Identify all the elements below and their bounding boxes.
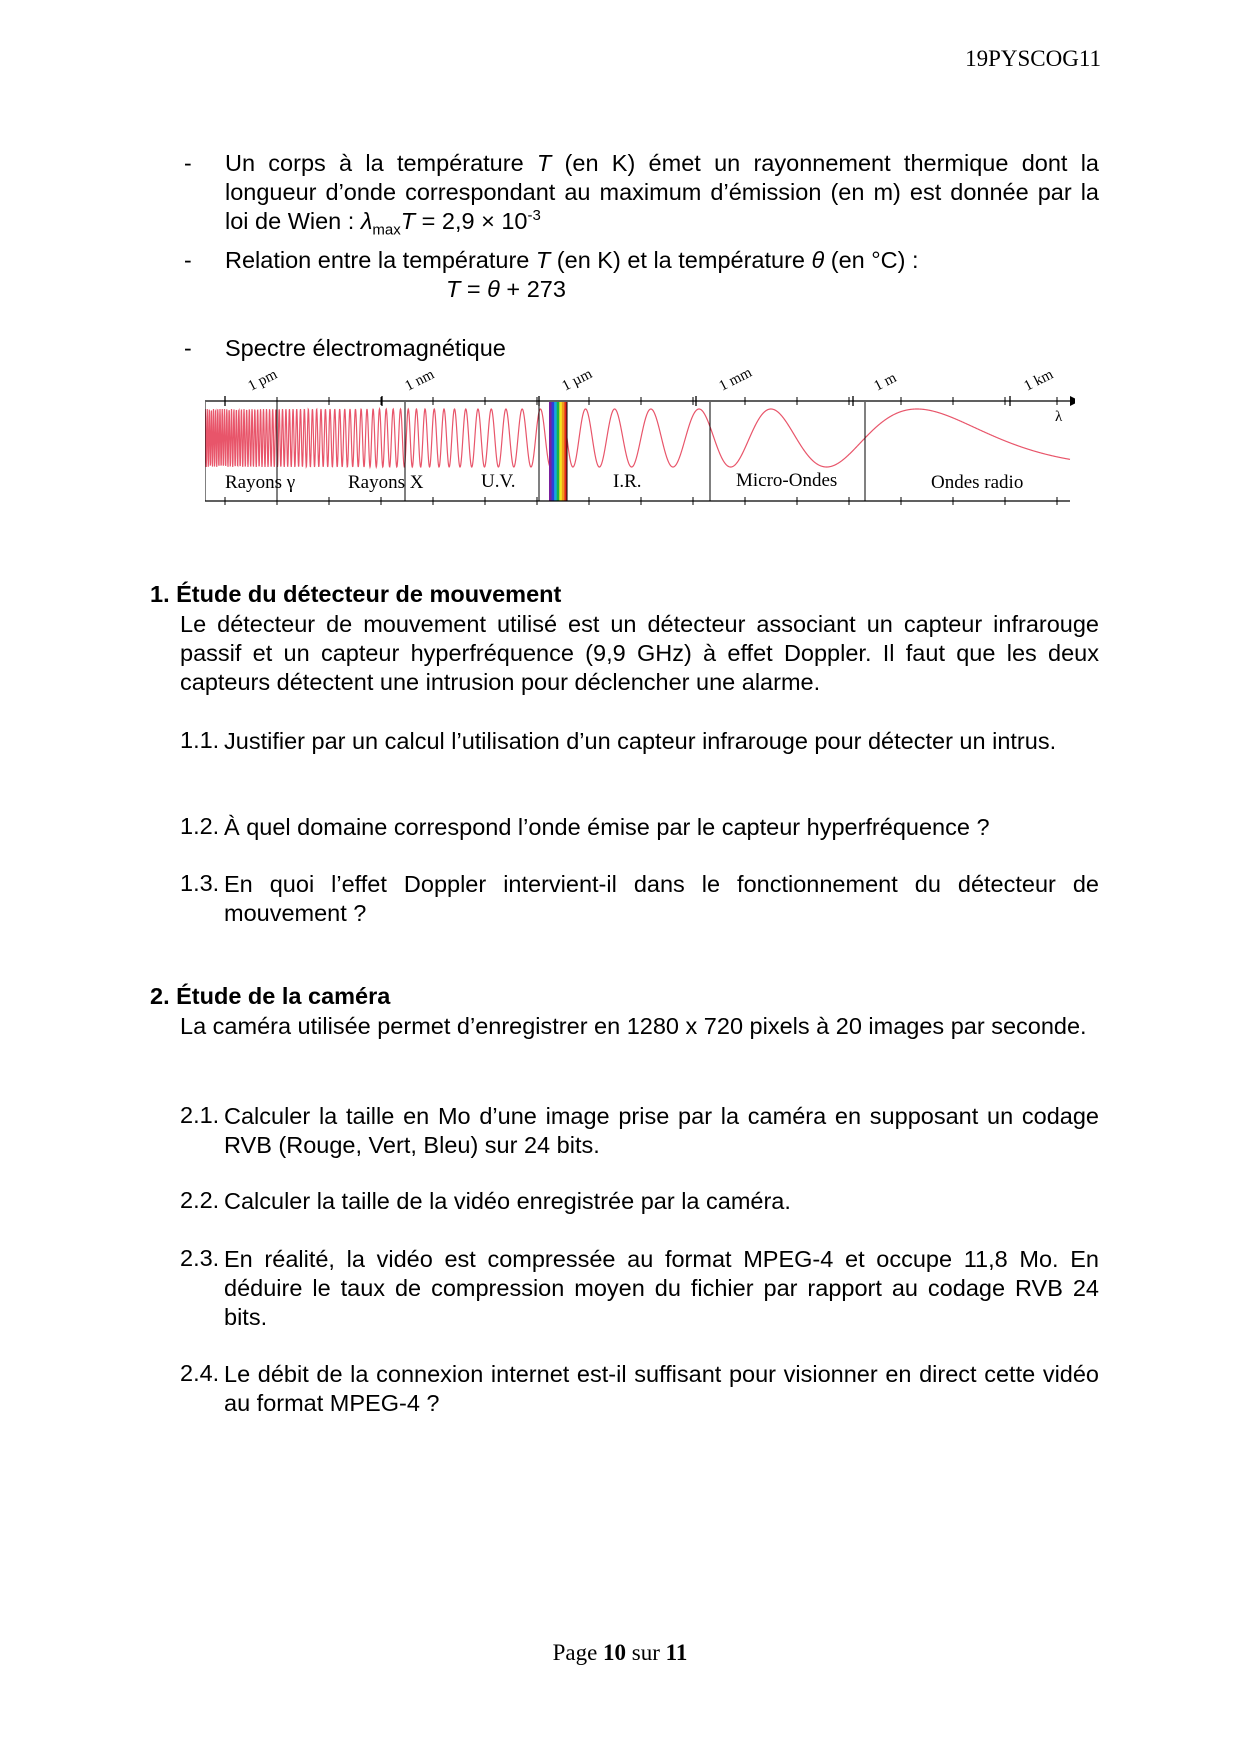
wien-lambda: λ xyxy=(360,208,373,234)
axis-arrow-icon xyxy=(1070,396,1075,406)
equation-equals: = xyxy=(460,276,488,302)
question-number: 1.2. xyxy=(180,813,220,839)
document-code: 19PYSCOG11 xyxy=(965,46,1101,71)
scale-label-mm: 1 mm xyxy=(716,364,755,395)
domain-ir-label: I.R. xyxy=(613,471,642,492)
rainbow-stripe-5 xyxy=(562,402,565,501)
question-number: 2.3. xyxy=(180,1245,220,1271)
scale-label-um: 1 µm xyxy=(559,365,595,395)
scale-label-km: 1 km xyxy=(1021,366,1056,395)
domain-radio-label: Ondes radio xyxy=(931,472,1024,493)
question-text: Justifier par un calcul l’utilisation d’un capteur infrarouge pour détecter un intrus. xyxy=(224,728,1057,754)
scale-label-pm: 1 pm xyxy=(245,366,280,395)
section-1-title: 1. Étude du détecteur de mouvement xyxy=(150,581,562,607)
wien-var-T: T xyxy=(536,150,552,176)
question-text: Calculer la taille en Mo d’une image prise par la caméra en supposant un codage RVB (Rouge, Vert, Bleu) sur 24 bits. xyxy=(224,1103,1099,1158)
relation-text-a: Relation entre la température xyxy=(225,247,536,273)
bullet-dash: - xyxy=(184,150,192,176)
domain-gamma-label: Rayons γ xyxy=(225,472,296,493)
electromagnetic-spectrum-diagram xyxy=(205,358,1075,518)
footer-total-pages: 11 xyxy=(665,1640,688,1665)
question-number: 1.1. xyxy=(180,727,220,753)
section-1-body: Le détecteur de mouvement utilisé est un détecteur associant un capteur infrarouge passif et un capteur hyperfréquence (9,9 GHz) à effet Doppler. Il faut que les deux capteurs détectent une intrusion pour déclencher une alarme. xyxy=(180,611,1099,695)
equation-theta: θ xyxy=(487,276,500,302)
section-2-body: La caméra utilisée permet d’enregistrer en 1280 x 720 pixels à 20 images par seconde. xyxy=(180,1013,1087,1039)
footer-sur-word: sur xyxy=(631,1640,660,1665)
question-number: 1.3. xyxy=(180,870,220,896)
rainbow-stripe-1 xyxy=(552,402,555,501)
wien-max-sub: max xyxy=(372,221,401,239)
lambda-axis-symbol: λ xyxy=(1055,409,1063,425)
question-text: En quoi l’effet Doppler intervient-il dans le fonctionnement du détecteur de mouvement ? xyxy=(224,871,1099,926)
wave-curve xyxy=(205,409,1070,467)
wien-constant: = 2,9 × 10 xyxy=(415,208,528,234)
rainbow-stripe-3 xyxy=(557,402,560,501)
relation-var-T: T xyxy=(535,247,551,273)
domain-microwave-label: Micro-Ondes xyxy=(736,470,838,491)
question-text: Calculer la taille de la vidéo enregistrée par la caméra. xyxy=(224,1188,791,1214)
rainbow-stripe-4 xyxy=(559,402,562,501)
equation-T: T xyxy=(446,276,461,302)
domain-xray-label: Rayons X xyxy=(348,472,424,493)
question-text: À quel domaine correspond l’onde émise par le capteur hyperfréquence ? xyxy=(224,814,990,840)
relation-text-c: (en °C) : xyxy=(824,247,919,273)
relation-paragraph xyxy=(225,246,1099,275)
scale-label-nm: 1 nm xyxy=(402,366,437,395)
page-footer xyxy=(0,1640,1240,1666)
wien-exponent: -3 xyxy=(527,207,541,225)
relation-var-theta: θ xyxy=(811,247,825,273)
wien-var-T2: T xyxy=(400,208,416,234)
bullet-dash: - xyxy=(184,247,192,273)
domain-labels xyxy=(225,470,1023,493)
scale-label-m: 1 m xyxy=(871,369,900,395)
footer-current-page: 10 xyxy=(603,1640,627,1665)
wien-text-a: Un corps à la température xyxy=(225,150,537,176)
section-2-title: 2. Étude de la caméra xyxy=(150,983,391,1009)
rainbow-stripe-2 xyxy=(554,402,557,501)
question-number: 2.2. xyxy=(180,1187,220,1213)
relation-equation xyxy=(446,276,566,303)
equation-constant: + 273 xyxy=(499,276,566,302)
question-text: Le débit de la connexion internet est-il suffisant pour visionner en direct cette vidéo au format MPEG-4 ? xyxy=(224,1361,1099,1416)
question-text: En réalité, la vidéo est compressée au format MPEG-4 et occupe 11,8 Mo. En déduire le taux de compression moyen du fichier par rapport au codage RVB 24 bits. xyxy=(224,1246,1099,1330)
bullet-dash: - xyxy=(184,335,192,361)
visible-light-band xyxy=(549,402,567,501)
relation-text-b: (en K) et la température xyxy=(550,247,812,273)
footer-page-word: Page xyxy=(552,1640,598,1665)
question-number: 2.4. xyxy=(180,1360,220,1386)
wien-text-b: (en K) émet un rayonnement thermique dont la longueur d’onde correspondant au maximum d’émission (en m) est donnée par la loi de Wien : xyxy=(225,150,1099,234)
spectrum-label: Spectre électromagnétique xyxy=(225,335,506,361)
rainbow-stripe-0 xyxy=(549,402,552,501)
question-number: 2.1. xyxy=(180,1102,220,1128)
wien-law-paragraph xyxy=(225,149,1099,239)
domain-uv-label: U.V. xyxy=(481,471,516,492)
